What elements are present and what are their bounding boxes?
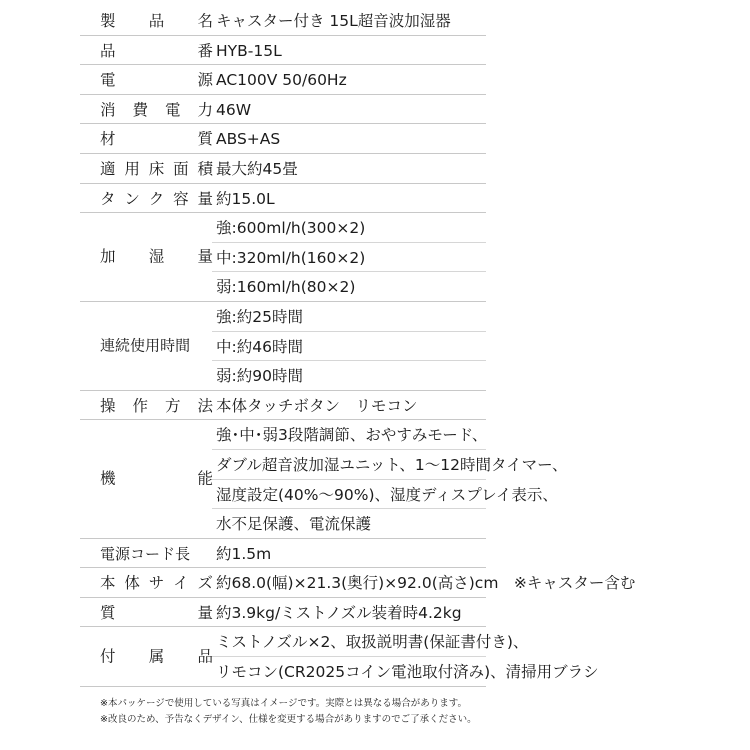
spec-row: [80, 95, 486, 125]
spec-label: 本 体 サ イ ズ: [100, 574, 213, 593]
spec-label: 質 量: [100, 603, 213, 622]
spec-row: [80, 627, 599, 686]
spec-value: リモコン(CR2025コイン電池取付済み)、清掃用ブラシ: [216, 663, 599, 682]
spec-label: 付 属 品: [100, 646, 213, 665]
spec-row: [80, 124, 486, 154]
spec-label: 消 費 電 力: [100, 100, 213, 119]
spec-value: 水不足保護、電流保護: [216, 515, 372, 534]
spec-label: 加 湿 量: [100, 247, 213, 266]
spec-value: キャスター付き 15L超音波加湿器: [216, 12, 451, 30]
spec-subrow: [212, 271, 486, 301]
spec-value: 強:600ml/h(300×2): [216, 219, 366, 238]
footnotes: [100, 696, 477, 728]
spec-subrow: [80, 627, 529, 656]
spec-label: 品 番: [100, 41, 213, 60]
spec-row: [80, 391, 486, 421]
spec-subrow: [80, 302, 486, 331]
spec-label: 連 続 使 用 時 間: [100, 336, 191, 355]
spec-value: 46W: [216, 100, 252, 119]
spec-value: 強:約25時間: [216, 307, 303, 326]
spec-subrow: [212, 479, 558, 509]
spec-label: 材 質: [100, 130, 213, 149]
spec-value: ミストノズル×2、取扱説明書(保証書付き)、: [216, 633, 529, 652]
spec-row: [80, 65, 486, 95]
spec-value: 最大約45畳: [216, 159, 298, 178]
spec-subrow: [80, 420, 486, 449]
spec-row: [80, 598, 486, 628]
spec-row: [80, 302, 486, 391]
spec-label: タ ン ク 容 量: [100, 189, 213, 208]
spec-label: 適 用 床 面 積: [100, 159, 213, 178]
spec-value: 約68.0(幅)×21.3(奥行)×92.0(高さ)cm ※キャスター含む: [216, 574, 636, 593]
spec-row: [80, 539, 486, 569]
spec-value: 湿度設定(40%〜90%)、湿度ディスプレイ表示、: [216, 485, 558, 504]
spec-value: ABS+AS: [216, 130, 281, 149]
spec-subrow: [212, 360, 486, 390]
spec-value: 約15.0L: [216, 189, 275, 208]
spec-value: 約1.5m: [216, 544, 272, 563]
spec-label: 操 作 方 法: [100, 396, 213, 415]
spec-label: 電 源: [100, 71, 213, 90]
spec-value: 中:320ml/h(160×2): [216, 248, 366, 267]
spec-subrow: [212, 508, 486, 538]
spec-value: AC100V 50/60Hz: [216, 71, 347, 90]
spec-value: ダブル超音波加湿ユニット、1〜12時間タイマー、: [216, 455, 568, 474]
spec-value: 弱:約90時間: [216, 367, 303, 386]
spec-row: [80, 36, 486, 66]
spec-row: [80, 420, 568, 538]
spec-row: [80, 568, 636, 598]
spec-value: 本体タッチボタン リモコン: [216, 396, 418, 415]
spec-table: [80, 6, 636, 687]
spec-value: 強･中･弱3段階調節、おやすみモード、: [216, 426, 488, 445]
spec-subrow: [212, 331, 486, 361]
spec-row: [80, 6, 486, 36]
spec-label: 電 源 コ ー ド 長: [100, 544, 191, 563]
footnote: ※改良のため、予告なくデザイン、仕様を変更する場合がありますのでご了承ください。: [100, 714, 477, 725]
spec-subrow: [80, 213, 486, 242]
spec-subrow: [212, 656, 599, 686]
spec-label: 機 能: [100, 469, 213, 488]
spec-value: 中:約46時間: [216, 337, 303, 356]
spec-label: 製 品 名: [100, 12, 213, 30]
spec-value: HYB-15L: [216, 41, 282, 60]
footnote: ※本パッケージで使用している写真はイメージです。実際とは異なる場合があります。: [100, 698, 467, 709]
spec-subrow: [212, 242, 486, 272]
spec-row: [80, 184, 486, 214]
spec-value: 約3.9kg/ミストノズル装着時4.2kg: [216, 603, 462, 622]
spec-value: 弱:160ml/h(80×2): [216, 278, 356, 297]
spec-row: [80, 154, 486, 184]
spec-subrow: [212, 449, 568, 479]
spec-row: [80, 213, 486, 302]
